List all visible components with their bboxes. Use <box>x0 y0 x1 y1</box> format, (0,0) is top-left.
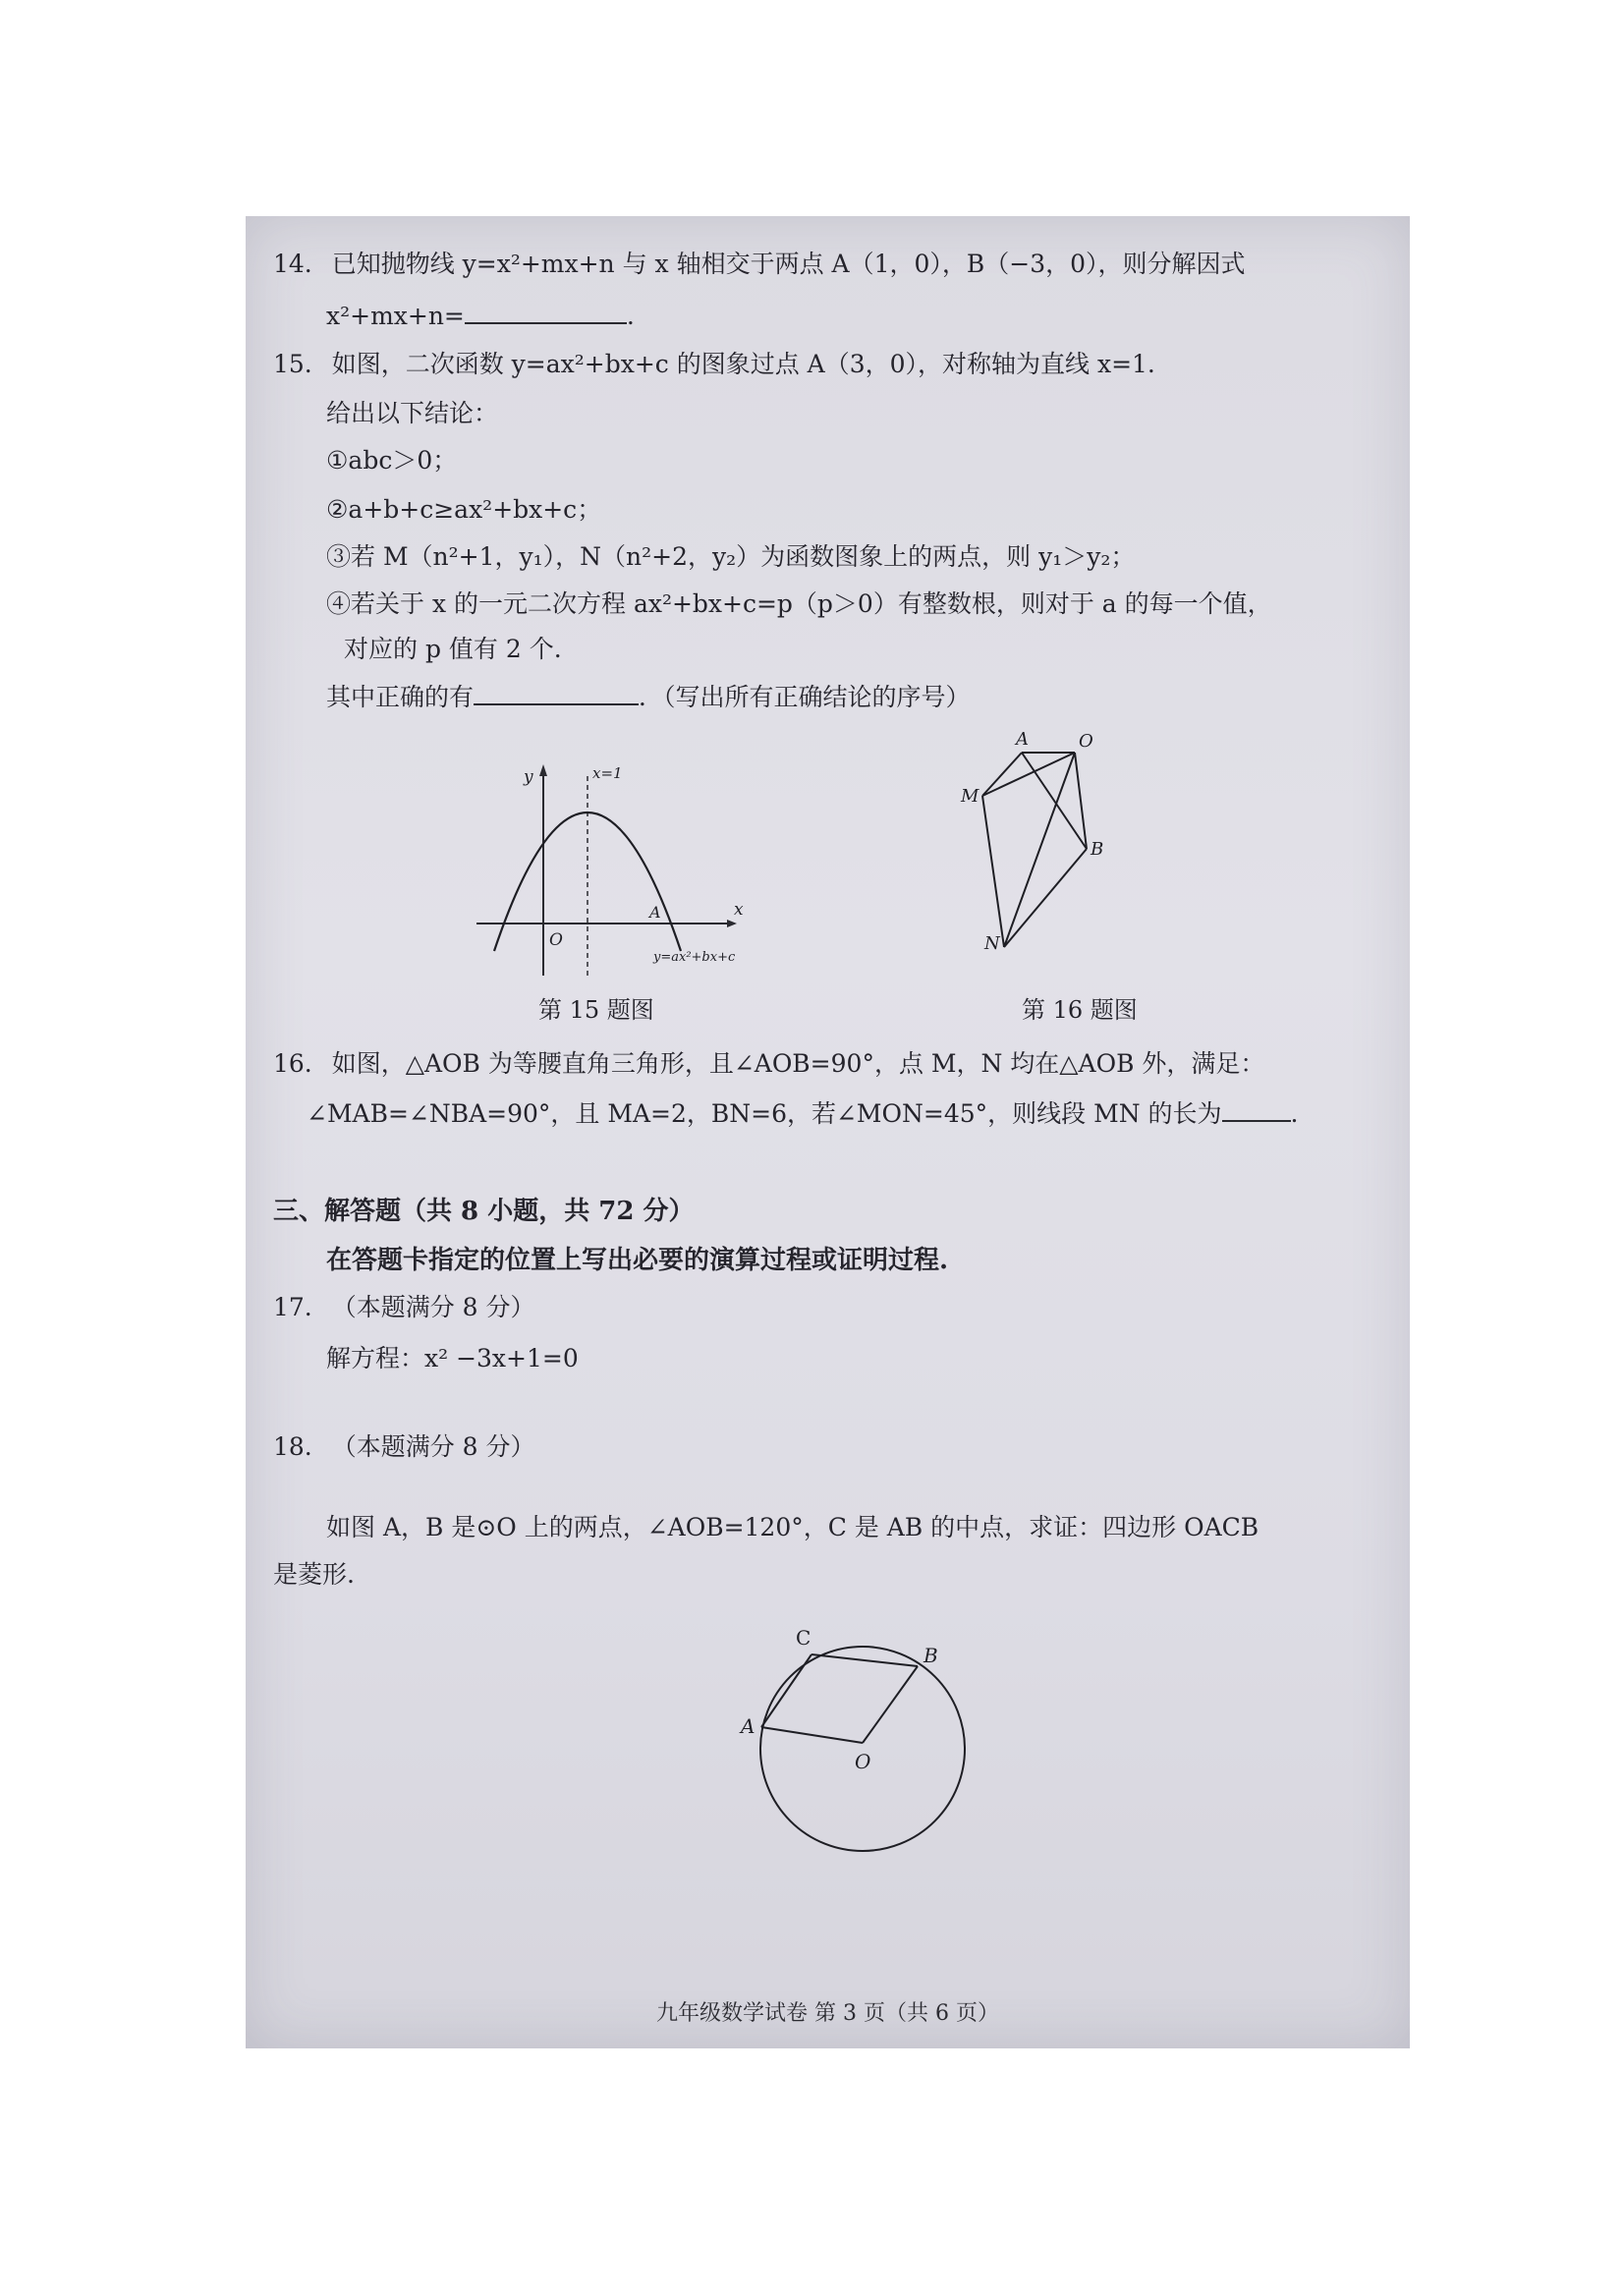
q15-answer-line <box>326 680 971 714</box>
q14-line2 <box>326 299 635 333</box>
segment-am <box>982 753 1022 796</box>
q17-header <box>273 1291 535 1324</box>
q15-answer-prefix: 其中正确的有 <box>326 683 475 711</box>
fig15-label-o: O <box>549 930 563 950</box>
segment-cb <box>812 1654 918 1666</box>
segment-bo <box>863 1666 918 1743</box>
q15-number: 15. <box>273 350 312 378</box>
q16-number: 16. <box>273 1049 312 1078</box>
y-axis-arrow <box>539 764 547 776</box>
fig18-label-c: C <box>796 1626 812 1650</box>
q18-number: 18. <box>273 1432 312 1461</box>
q15-line2: 给出以下结论： <box>326 399 499 427</box>
segment-mn <box>982 796 1004 947</box>
figure-16-triangle <box>953 729 1208 984</box>
q14-number: 14. <box>273 250 312 278</box>
section3-instruction: 在答题卡指定的位置上写出必要的演算过程或证明过程. <box>326 1246 949 1275</box>
fig16-label-m: M <box>961 786 979 807</box>
q14-line1 <box>273 248 1246 281</box>
q18-score: （本题满分 8 分） <box>331 1432 535 1461</box>
q15-conclusion-2: ②a+b+c≥ax²+bx+c； <box>326 495 602 524</box>
section3-title: 三、解答题（共 8 小题，共 72 分） <box>273 1197 695 1226</box>
q15-conclusion-1: ①abc＞0； <box>326 446 458 475</box>
fig15-label-x: x <box>734 900 744 920</box>
figure-18-circle <box>727 1611 982 1867</box>
x-axis-arrow <box>727 920 737 927</box>
exam-page <box>246 216 1410 2048</box>
segment-ac <box>761 1654 812 1727</box>
q14-text: 已知抛物线 y=x²+mx+n 与 x 轴相交于两点 A（1，0），B（−3，0），则分解因式 <box>331 250 1246 278</box>
q14-period: . <box>626 302 635 330</box>
q18-header <box>273 1430 535 1464</box>
q17-score: （本题满分 8 分） <box>331 1293 535 1321</box>
fig15-label-equation: y=ax²+bx+c <box>653 950 736 965</box>
fig15-label-axis: x=1 <box>592 764 623 782</box>
q14-answer-blank[interactable] <box>465 299 627 324</box>
q16-text: 如图，△AOB 为等腰直角三角形，且∠AOB=90°，点 M，N 均在△AOB 外，满足： <box>331 1049 1265 1078</box>
q16-line1 <box>273 1047 1264 1081</box>
q16-period: . <box>1290 1099 1299 1128</box>
fig15-label-a: A <box>649 903 661 922</box>
q16-line2 <box>307 1096 1298 1131</box>
q14-expression: x²+mx+n= <box>326 302 465 330</box>
fig18-label-o: O <box>855 1750 871 1773</box>
q15-text: 如图，二次函数 y=ax²+bx+c 的图象过点 A（3，0），对称轴为直线 x=1. <box>331 350 1155 378</box>
q18-body-2: 是菱形. <box>273 1560 355 1589</box>
figure-15-parabola <box>467 755 781 980</box>
fig16-label-n: N <box>984 933 1000 954</box>
q17-number: 17. <box>273 1293 312 1321</box>
fig15-caption: 第 15 题图 <box>538 996 654 1024</box>
fig16-label-a: A <box>1016 729 1029 750</box>
fig16-label-b: B <box>1091 839 1104 860</box>
fig16-label-o: O <box>1079 731 1093 752</box>
q15-conclusion-4a: ④若关于 x 的一元二次方程 ax²+bx+c=p（p＞0）有整数根，则对于 a 的每一个值， <box>326 589 1272 618</box>
q15-answer-suffix: ．（写出所有正确结论的序号） <box>639 683 971 711</box>
segment-oa <box>761 1727 863 1743</box>
fig18-label-a: A <box>741 1714 756 1738</box>
circle-o <box>760 1647 965 1851</box>
q18-body-1: 如图 A，B 是⊙O 上的两点，∠AOB=120°，C 是 AB 的中点，求证：四边形 OACB <box>326 1513 1259 1541</box>
q16-answer-blank[interactable] <box>1222 1096 1291 1122</box>
q16-text-2: ∠MAB=∠NBA=90°，且 MA=2，BN=6，若∠MON=45°，则线段 MN 的长为 <box>307 1099 1222 1128</box>
fig15-label-y: y <box>524 767 533 787</box>
q17-body: 解方程：x² −3x+1=0 <box>326 1344 579 1372</box>
q15-conclusion-4b: 对应的 p 值有 2 个. <box>344 635 562 663</box>
fig16-caption: 第 16 题图 <box>1022 996 1138 1024</box>
fig18-label-b: B <box>923 1644 938 1667</box>
segment-nb <box>1004 849 1087 947</box>
page-footer: 九年级数学试卷 第 3 页（共 6 页） <box>656 2001 999 2026</box>
q15-line1 <box>273 348 1155 381</box>
q15-conclusion-3: ③若 M（n²+1，y₁），N（n²+2，y₂）为函数图象上的两点，则 y₁＞y₂； <box>326 542 1136 571</box>
q15-answer-blank[interactable] <box>474 680 639 705</box>
